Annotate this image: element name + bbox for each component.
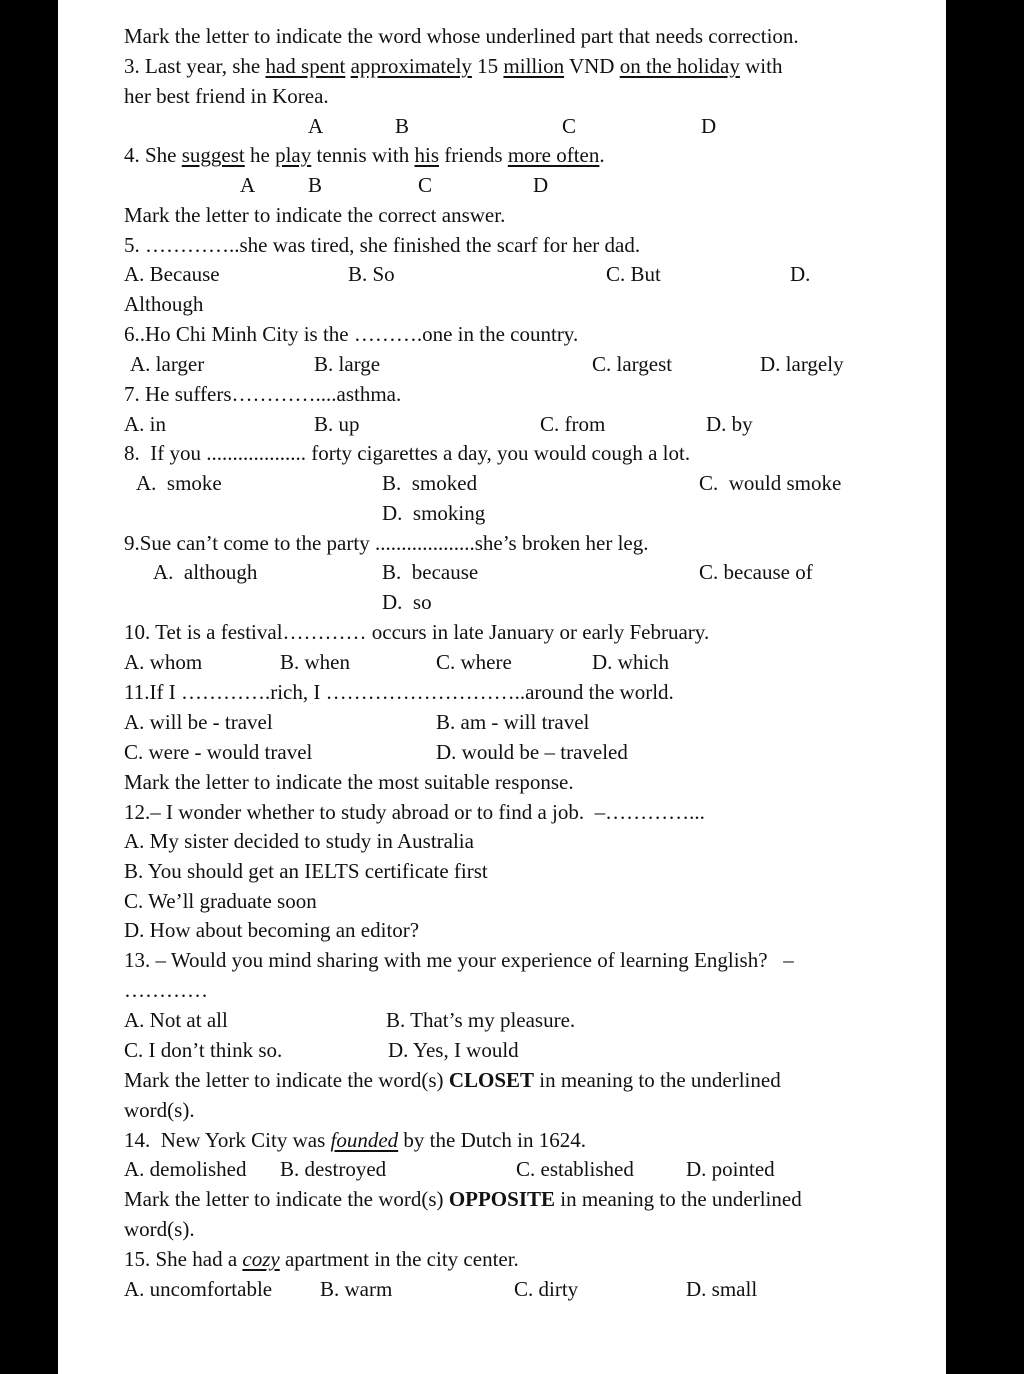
instruction-text: Mark the letter to indicate the word(s) [124, 1187, 449, 1211]
q7-option-b: B. up [314, 412, 360, 436]
q3-option-c-underlined: million [503, 54, 565, 78]
q14-option-d: D. pointed [686, 1157, 775, 1181]
q5-option-d: D. [790, 262, 811, 286]
q6-option-a: A. larger [130, 352, 205, 376]
q3-letter-a: A [308, 114, 324, 138]
q10-option-c: C. where [436, 650, 512, 674]
q7-option-c: C. from [540, 412, 606, 436]
q13-option-b: B. That’s my pleasure. [386, 1008, 576, 1032]
q4-option-b-underlined: play [275, 143, 312, 167]
q4-letter-c: C [418, 173, 433, 197]
instruction-text: in meaning to the underlined [555, 1187, 802, 1211]
q3-text: VND [564, 54, 620, 78]
q12-option-c: C. We’ll graduate soon [124, 889, 317, 913]
q15-option-d: D. small [686, 1277, 758, 1301]
q13-option-d: D. Yes, I would [388, 1038, 519, 1062]
q12-option-a: A. My sister decided to study in Australia [124, 829, 474, 853]
q6-option-b: B. large [314, 352, 381, 376]
instruction-correct-answer: Mark the letter to indicate the correct answer. [124, 203, 506, 227]
q9-option-d: D. so [382, 590, 432, 614]
q4-letter-d: D [533, 173, 549, 197]
q11-option-c: C. were - would travel [124, 740, 313, 764]
q5-option-a: A. Because [124, 262, 220, 286]
q10-option-d: D. which [592, 650, 669, 674]
q4-option-c-underlined: his [414, 143, 439, 167]
q8-option-c: C. would smoke [699, 471, 842, 495]
q8-option-a: A. smoke [136, 471, 222, 495]
q3-text: 3. Last year, she [124, 54, 266, 78]
q15-stem [124, 1247, 519, 1271]
q3-letter-c: C [562, 114, 577, 138]
q15-option-a: A. uncomfortable [124, 1277, 273, 1301]
q4-text: friends [439, 143, 508, 167]
q3-option-a-underlined: had spent [265, 54, 346, 78]
q15-text: 15. She had a [124, 1247, 243, 1271]
q3-text: with [739, 54, 783, 78]
instruction-opposite-meaning-end: word(s). [124, 1217, 195, 1241]
q10-stem: 10. Tet is a festival………… occurs in late January or early February. [124, 620, 710, 644]
instruction-closest-meaning-end: word(s). [124, 1098, 195, 1122]
question-4 [124, 143, 605, 167]
instruction-keyword-opposite: OPPOSITE [448, 1187, 556, 1211]
q4-option-a-underlined: suggest [181, 143, 245, 167]
q10-option-b: B. when [280, 650, 350, 674]
q9-stem: 9.Sue can’t come to the party ...................she’s broken her leg. [124, 531, 649, 555]
q14-underlined-word: founded [330, 1128, 399, 1152]
q5-option-b: B. So [348, 262, 395, 286]
q5-option-d-continued: Although [124, 292, 204, 316]
q11-option-d: D. would be – traveled [436, 740, 628, 764]
q3-option-d-underlined: on the holiday [619, 54, 740, 78]
q11-stem: 11.If I ………….rich, I ………………………..around the world. [124, 680, 674, 704]
q11-option-a: A. will be - travel [124, 710, 273, 734]
q4-letter-a: A [240, 173, 256, 197]
q5-option-c: C. But [606, 262, 661, 286]
q6-option-d: D. largely [760, 352, 844, 376]
q7-stem: 7. He suffers…………....asthma. [124, 382, 402, 406]
q3-letter-b: B [395, 114, 410, 138]
question-3-continued: her best friend in Korea. [124, 84, 329, 108]
q9-option-b: B. because [382, 560, 479, 584]
q4-option-d-underlined: more often [507, 143, 600, 167]
q14-option-c: C. established [516, 1157, 634, 1181]
q13-stem: 13. – Would you mind sharing with me your experience of learning English? – [124, 948, 794, 972]
q4-text: tennis with [311, 143, 415, 167]
instruction-text: in meaning to the underlined [534, 1068, 781, 1092]
instruction-underlined-correction: Mark the letter to indicate the word whose underlined part that needs correction. [124, 24, 799, 48]
q7-option-d: D. by [706, 412, 753, 436]
q14-text: 14. New York City was [124, 1128, 331, 1152]
q13-answer-blank: ………… [124, 978, 208, 1002]
q6-option-c: C. largest [592, 352, 673, 376]
q9-option-c: C. because of [699, 560, 813, 584]
q3-letter-d: D [701, 114, 717, 138]
instruction-keyword-closet: CLOSET [448, 1068, 535, 1092]
q3-option-b-underlined: approximately [350, 54, 472, 78]
instruction-opposite-meaning [124, 1187, 802, 1211]
q7-option-a: A. in [124, 412, 166, 436]
q8-option-b: B. smoked [382, 471, 478, 495]
q14-text: by the Dutch in 1624. [398, 1128, 586, 1152]
instruction-closest-meaning [124, 1068, 781, 1092]
q4-letter-b: B [308, 173, 323, 197]
instruction-suitable-response: Mark the letter to indicate the most suitable response. [124, 770, 574, 794]
q8-option-d: D. smoking [382, 501, 486, 525]
question-3 [124, 54, 782, 78]
q10-option-a: A. whom [124, 650, 203, 674]
worksheet-page [58, 0, 946, 1374]
q15-text: apartment in the city center. [279, 1247, 519, 1271]
q5-stem: 5. …………..she was tired, she finished the scarf for her dad. [124, 233, 641, 257]
q15-underlined-word: cozy [242, 1247, 280, 1271]
q14-option-b: B. destroyed [280, 1157, 387, 1181]
q11-option-b: B. am - will travel [436, 710, 590, 734]
q9-option-a: A. although [153, 560, 258, 584]
q12-option-d: D. How about becoming an editor? [124, 918, 420, 942]
q14-stem [124, 1128, 586, 1152]
q6-stem: 6..Ho Chi Minh City is the ……….one in the country. [124, 322, 579, 346]
q14-option-a: A. demolished [124, 1157, 247, 1181]
q15-option-c: C. dirty [514, 1277, 579, 1301]
q13-option-c: C. I don’t think so. [124, 1038, 283, 1062]
q13-option-a: A. Not at all [124, 1008, 228, 1032]
q4-text: 4. She [124, 143, 182, 167]
q4-text: he [244, 143, 276, 167]
instruction-text: Mark the letter to indicate the word(s) [124, 1068, 449, 1092]
q3-text: 15 [471, 54, 504, 78]
q15-option-b: B. warm [320, 1277, 393, 1301]
q8-stem: 8. If you ................... forty cigarettes a day, you would cough a lot. [124, 441, 691, 465]
q12-option-b: B. You should get an IELTS certificate first [124, 859, 488, 883]
q12-stem: 12.– I wonder whether to study abroad or to find a job. –…………... [124, 800, 705, 824]
q4-text: . [599, 143, 605, 167]
